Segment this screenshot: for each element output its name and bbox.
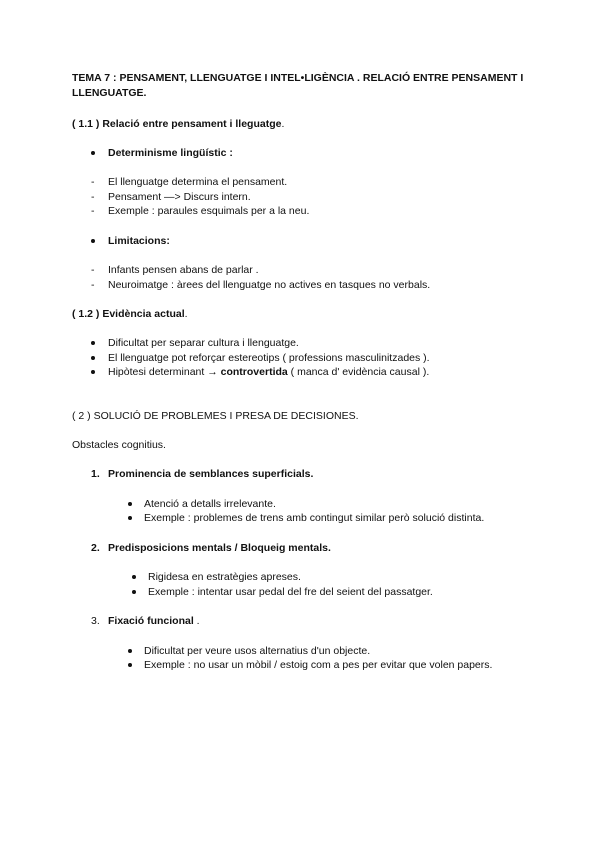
bullet-icon <box>91 356 95 360</box>
point-title-text: Fixació funcional <box>108 615 194 627</box>
dash-icon: - <box>91 191 95 203</box>
list-item <box>108 365 429 379</box>
bullet-icon <box>91 151 95 155</box>
list-item: Exemple : problemes de trens amb contingut similar però solució distinta. <box>144 512 485 524</box>
point-title <box>108 614 200 628</box>
dash-icon: - <box>91 176 95 188</box>
point-title <box>108 467 313 481</box>
point-number: 1. <box>91 468 100 480</box>
dash-icon: - <box>91 279 95 291</box>
bullet-icon <box>128 663 132 667</box>
section-2-heading: ( 2 ) SOLUCIÓ DE PROBLEMES I PRESA DE DECISIONES. <box>72 410 359 422</box>
limitations-heading: Limitacions: <box>108 235 170 247</box>
list-item: Exemple : intentar usar pedal del fre del seient del passatger. <box>148 586 433 598</box>
hypothesis-text: Hipòtesi determinant → <box>108 366 221 378</box>
section-1-1-heading <box>72 117 284 131</box>
dash-icon: - <box>91 264 95 276</box>
list-item: Dificultat per veure usos alternatius d'un objecte. <box>144 645 371 657</box>
bullet-icon <box>132 575 136 579</box>
point-title-end: . <box>193 615 200 627</box>
list-item: Rigidesa en estratègies apreses. <box>148 571 301 583</box>
list-item: El llenguatge determina el pensament. <box>108 176 288 188</box>
list-item: El llenguatge pot reforçar estereotips ( professions masculinitzades ). <box>108 352 430 364</box>
bullet-icon <box>128 649 132 653</box>
hypothesis-note: ( manca d' evidència causal ). <box>287 366 430 378</box>
section-1-1-heading-text: ( 1.1 ) Relació entre pensament i lleguatge <box>72 118 282 130</box>
section-1-2-heading-text: ( 1.2 ) Evidència actual <box>72 308 185 320</box>
list-item: Neuroimatge : àrees del llenguatge no actives en tasques no verbals. <box>108 279 431 291</box>
bullet-icon <box>132 590 136 594</box>
determinism-heading: Determinisme lingüístic : <box>108 147 233 159</box>
section-1-2-heading <box>72 307 188 321</box>
dash-icon: - <box>91 205 95 217</box>
list-item: Dificultat per separar cultura i llenguatge. <box>108 337 299 349</box>
page-title: TEMA 7 : PENSAMENT, LLENGUATGE I INTEL•LIGÈNCIA . RELACIÓ ENTRE PENSAMENT I LLENGUATGE. <box>72 72 524 99</box>
point-number: 3. <box>91 615 100 627</box>
section-1-2-heading-period: . <box>184 308 188 320</box>
controversial-label: controvertida <box>220 366 288 378</box>
bullet-icon <box>91 370 95 374</box>
list-item: Infants pensen abans de parlar . <box>108 264 259 276</box>
list-item: Exemple : no usar un mòbil / estoig com a pes per evitar que volen papers. <box>144 659 493 671</box>
obstacles-label: Obstacles cognitius. <box>72 439 166 451</box>
bullet-icon <box>91 341 95 345</box>
bullet-icon <box>128 516 132 520</box>
list-item: Atenció a detalls irrelevante. <box>144 498 276 510</box>
section-1-1-heading-period: . <box>281 118 285 130</box>
bullet-icon <box>128 502 132 506</box>
list-item: Pensament —> Discurs intern. <box>108 191 251 203</box>
point-title <box>108 541 331 555</box>
point-number: 2. <box>91 542 100 554</box>
list-item: Exemple : paraules esquimals per a la neu. <box>108 205 310 217</box>
point-title-text: Predisposicions mentals / Bloqueig mentals. <box>108 542 331 554</box>
bullet-icon <box>91 239 95 243</box>
point-title-text: Prominencia de semblances superficials. <box>108 468 314 480</box>
